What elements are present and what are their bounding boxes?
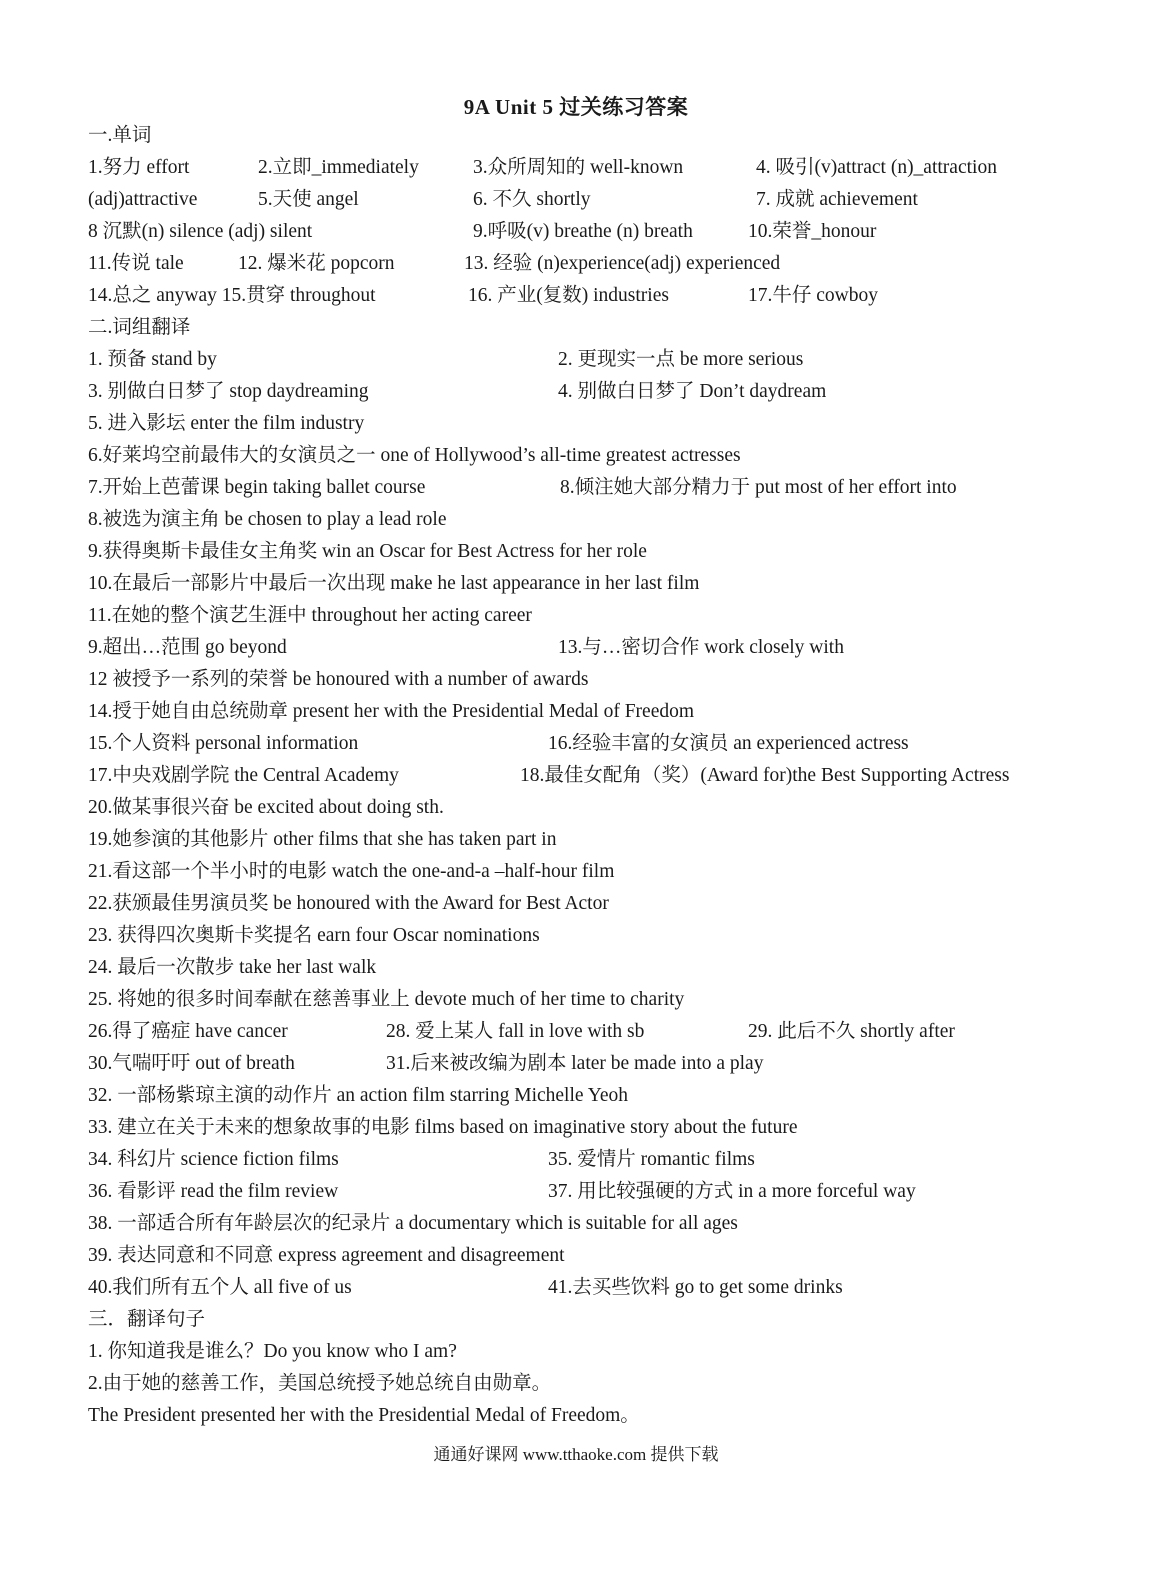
text-line (88, 760, 1088, 792)
text-segment: 34. 科幻片 science fiction films (88, 1149, 339, 1170)
text-line (88, 1112, 1088, 1144)
text-line (88, 568, 1088, 600)
text-line (88, 888, 1088, 920)
text-line (88, 824, 1088, 856)
text-segment: 11.在她的整个演艺生涯中 throughout her acting career (88, 605, 532, 626)
text-segment: 35. 爱情片 romantic films (548, 1149, 755, 1170)
text-line (88, 920, 1088, 952)
text-line (88, 856, 1088, 888)
text-segment: 25. 将她的很多时间奉献在慈善事业上 devote much of her time to charity (88, 989, 685, 1010)
text-segment: The President presented her with the Presidential Medal of Freedom。 (88, 1405, 640, 1426)
text-segment: 11.传说 tale (88, 253, 184, 274)
text-segment: 14.总之 anyway 15.贯穿 throughout (88, 285, 376, 306)
document-body (88, 120, 1088, 1432)
text-segment: 21.看这部一个半小时的电影 watch the one-and-a –half-hour film (88, 861, 615, 882)
text-segment: 30.气喘吁吁 out of breath (88, 1053, 295, 1074)
text-segment: 18.最佳女配角（奖）(Award for)the Best Supporting Actress (520, 765, 1010, 786)
text-segment: 38. 一部适合所有年龄层次的纪录片 a documentary which is suitable for all ages (88, 1213, 738, 1234)
text-line (88, 280, 1088, 312)
text-segment: 39. 表达同意和不同意 express agreement and disagreement (88, 1245, 565, 1266)
page-title: 9A Unit 5 过关练习答案 (463, 95, 689, 119)
text-line (88, 536, 1088, 568)
text-segment: 16.经验丰富的女演员 an experienced actress (548, 733, 909, 754)
text-line (88, 408, 1088, 440)
text-line (88, 1304, 1088, 1336)
text-line (88, 664, 1088, 696)
text-segment: 28. 爱上某人 fall in love with sb (386, 1021, 645, 1042)
text-line (88, 984, 1088, 1016)
text-segment: 9.超出…范围 go beyond (88, 637, 287, 658)
text-segment: 1. 预备 stand by (88, 349, 217, 370)
text-line (88, 952, 1088, 984)
text-segment: 5.天使 angel (258, 189, 359, 210)
text-segment: 4. 吸引(v)attract (n)_attraction (756, 157, 997, 178)
text-segment: 32. 一部杨紫琼主演的动作片 an action film starring Michelle Yeoh (88, 1085, 628, 1106)
text-line (88, 696, 1088, 728)
text-line (88, 504, 1088, 536)
text-line (88, 1048, 1088, 1080)
text-segment: 16. 产业(复数) industries (468, 285, 669, 306)
text-segment: 26.得了癌症 have cancer (88, 1021, 288, 1042)
text-segment: 22.获颁最佳男演员奖 be honoured with the Award for Best Actor (88, 893, 609, 914)
text-segment: 6. 不久 shortly (473, 189, 591, 210)
text-line (88, 440, 1088, 472)
text-segment: 7.开始上芭蕾课 begin taking ballet course (88, 477, 426, 498)
text-segment: 14.授于她自由总统勋章 present her with the Presidential Medal of Freedom (88, 701, 695, 722)
text-segment: 3. 别做白日梦了 stop daydreaming (88, 381, 369, 402)
text-segment: 41.去买些饮料 go to get some drinks (548, 1277, 843, 1298)
text-line (88, 1080, 1088, 1112)
text-segment: 2.由于她的慈善工作，美国总统授予她总统自由勋章。 (88, 1373, 552, 1394)
text-line (88, 152, 1088, 184)
text-segment: 10.荣誉_honour (748, 221, 877, 242)
text-segment: 15.个人资料 personal information (88, 733, 359, 754)
text-segment: 37. 用比较强硬的方式 in a more forceful way (548, 1181, 916, 1202)
text-segment: 2. 更现实一点 be more serious (558, 349, 804, 370)
text-segment: 1.努力 effort (88, 157, 190, 178)
text-segment: 5. 进入影坛 enter the film industry (88, 413, 365, 434)
text-line (88, 120, 1088, 152)
text-line (88, 344, 1088, 376)
text-line (88, 1208, 1088, 1240)
text-line (88, 1016, 1088, 1048)
text-segment: 6.好莱坞空前最伟大的女演员之一 one of Hollywood’s all-time greatest actresses (88, 445, 741, 466)
text-segment: 3.众所周知的 well-known (473, 157, 684, 178)
text-line (88, 1176, 1088, 1208)
text-segment: 17.中央戏剧学院 the Central Academy (88, 765, 399, 786)
text-segment: 13. 经验 (n)experience(adj) experienced (464, 253, 781, 274)
text-segment: 9.呼吸(v) breathe (n) breath (473, 221, 693, 242)
text-line (88, 312, 1088, 344)
text-line (88, 1400, 1088, 1432)
text-line (88, 376, 1088, 408)
text-line (88, 728, 1088, 760)
text-line (88, 472, 1088, 504)
text-segment: 24. 最后一次散步 take her last walk (88, 957, 377, 978)
text-line (88, 1272, 1088, 1304)
text-line (88, 600, 1088, 632)
text-line (88, 184, 1088, 216)
text-segment: (adj)attractive (88, 189, 198, 210)
text-segment: 23. 获得四次奥斯卡奖提名 earn four Oscar nominations (88, 925, 540, 946)
text-segment: 1. 你知道我是谁么？Do you know who I am? (88, 1341, 457, 1362)
text-line (88, 1368, 1088, 1400)
text-segment: 8.倾注她大部分精力于 put most of her effort into (560, 477, 957, 498)
text-segment: 40.我们所有五个人 all five of us (88, 1277, 352, 1298)
text-segment: 7. 成就 achievement (756, 189, 918, 210)
text-line (88, 248, 1088, 280)
text-segment: 17.牛仔 cowboy (748, 285, 878, 306)
text-segment: 三．翻译句子 (88, 1309, 206, 1330)
text-segment: 36. 看影评 read the film review (88, 1181, 339, 1202)
text-segment: 29. 此后不久 shortly after (748, 1021, 955, 1042)
text-segment: 8 沉默(n) silence (adj) silent (88, 221, 313, 242)
text-line (88, 1336, 1088, 1368)
text-line (88, 1144, 1088, 1176)
text-segment: 31.后来被改编为剧本 later be made into a play (386, 1053, 764, 1074)
text-segment: 19.她参演的其他影片 other films that she has taken part in (88, 829, 557, 850)
text-line (88, 632, 1088, 664)
text-segment: 10.在最后一部影片中最后一次出现 make he last appearance in her last film (88, 573, 700, 594)
text-segment: 8.被选为演主角 be chosen to play a lead role (88, 509, 447, 530)
text-segment: 12 被授予一系列的荣誉 be honoured with a number of awards (88, 669, 589, 690)
text-line (88, 216, 1088, 248)
text-segment: 12. 爆米花 popcorn (238, 253, 395, 274)
text-segment: 9.获得奥斯卡最佳女主角奖 win an Oscar for Best Actress for her role (88, 541, 647, 562)
text-segment: 二.词组翻译 (88, 317, 191, 338)
text-segment: 13.与…密切合作 work closely with (558, 637, 844, 658)
text-segment: 33. 建立在关于未来的想象故事的电影 films based on imaginative story about the future (88, 1117, 798, 1138)
text-segment: 2.立即_immediately (258, 157, 419, 178)
text-segment: 4. 别做白日梦了 Don’t daydream (558, 381, 827, 402)
text-segment: 一.单词 (88, 125, 152, 146)
page-footer: 通通好课网 www.tthaoke.com 提供下载 (433, 1445, 719, 1464)
text-line (88, 1240, 1088, 1272)
text-line (88, 792, 1088, 824)
text-segment: 20.做某事很兴奋 be excited about doing sth. (88, 797, 444, 818)
